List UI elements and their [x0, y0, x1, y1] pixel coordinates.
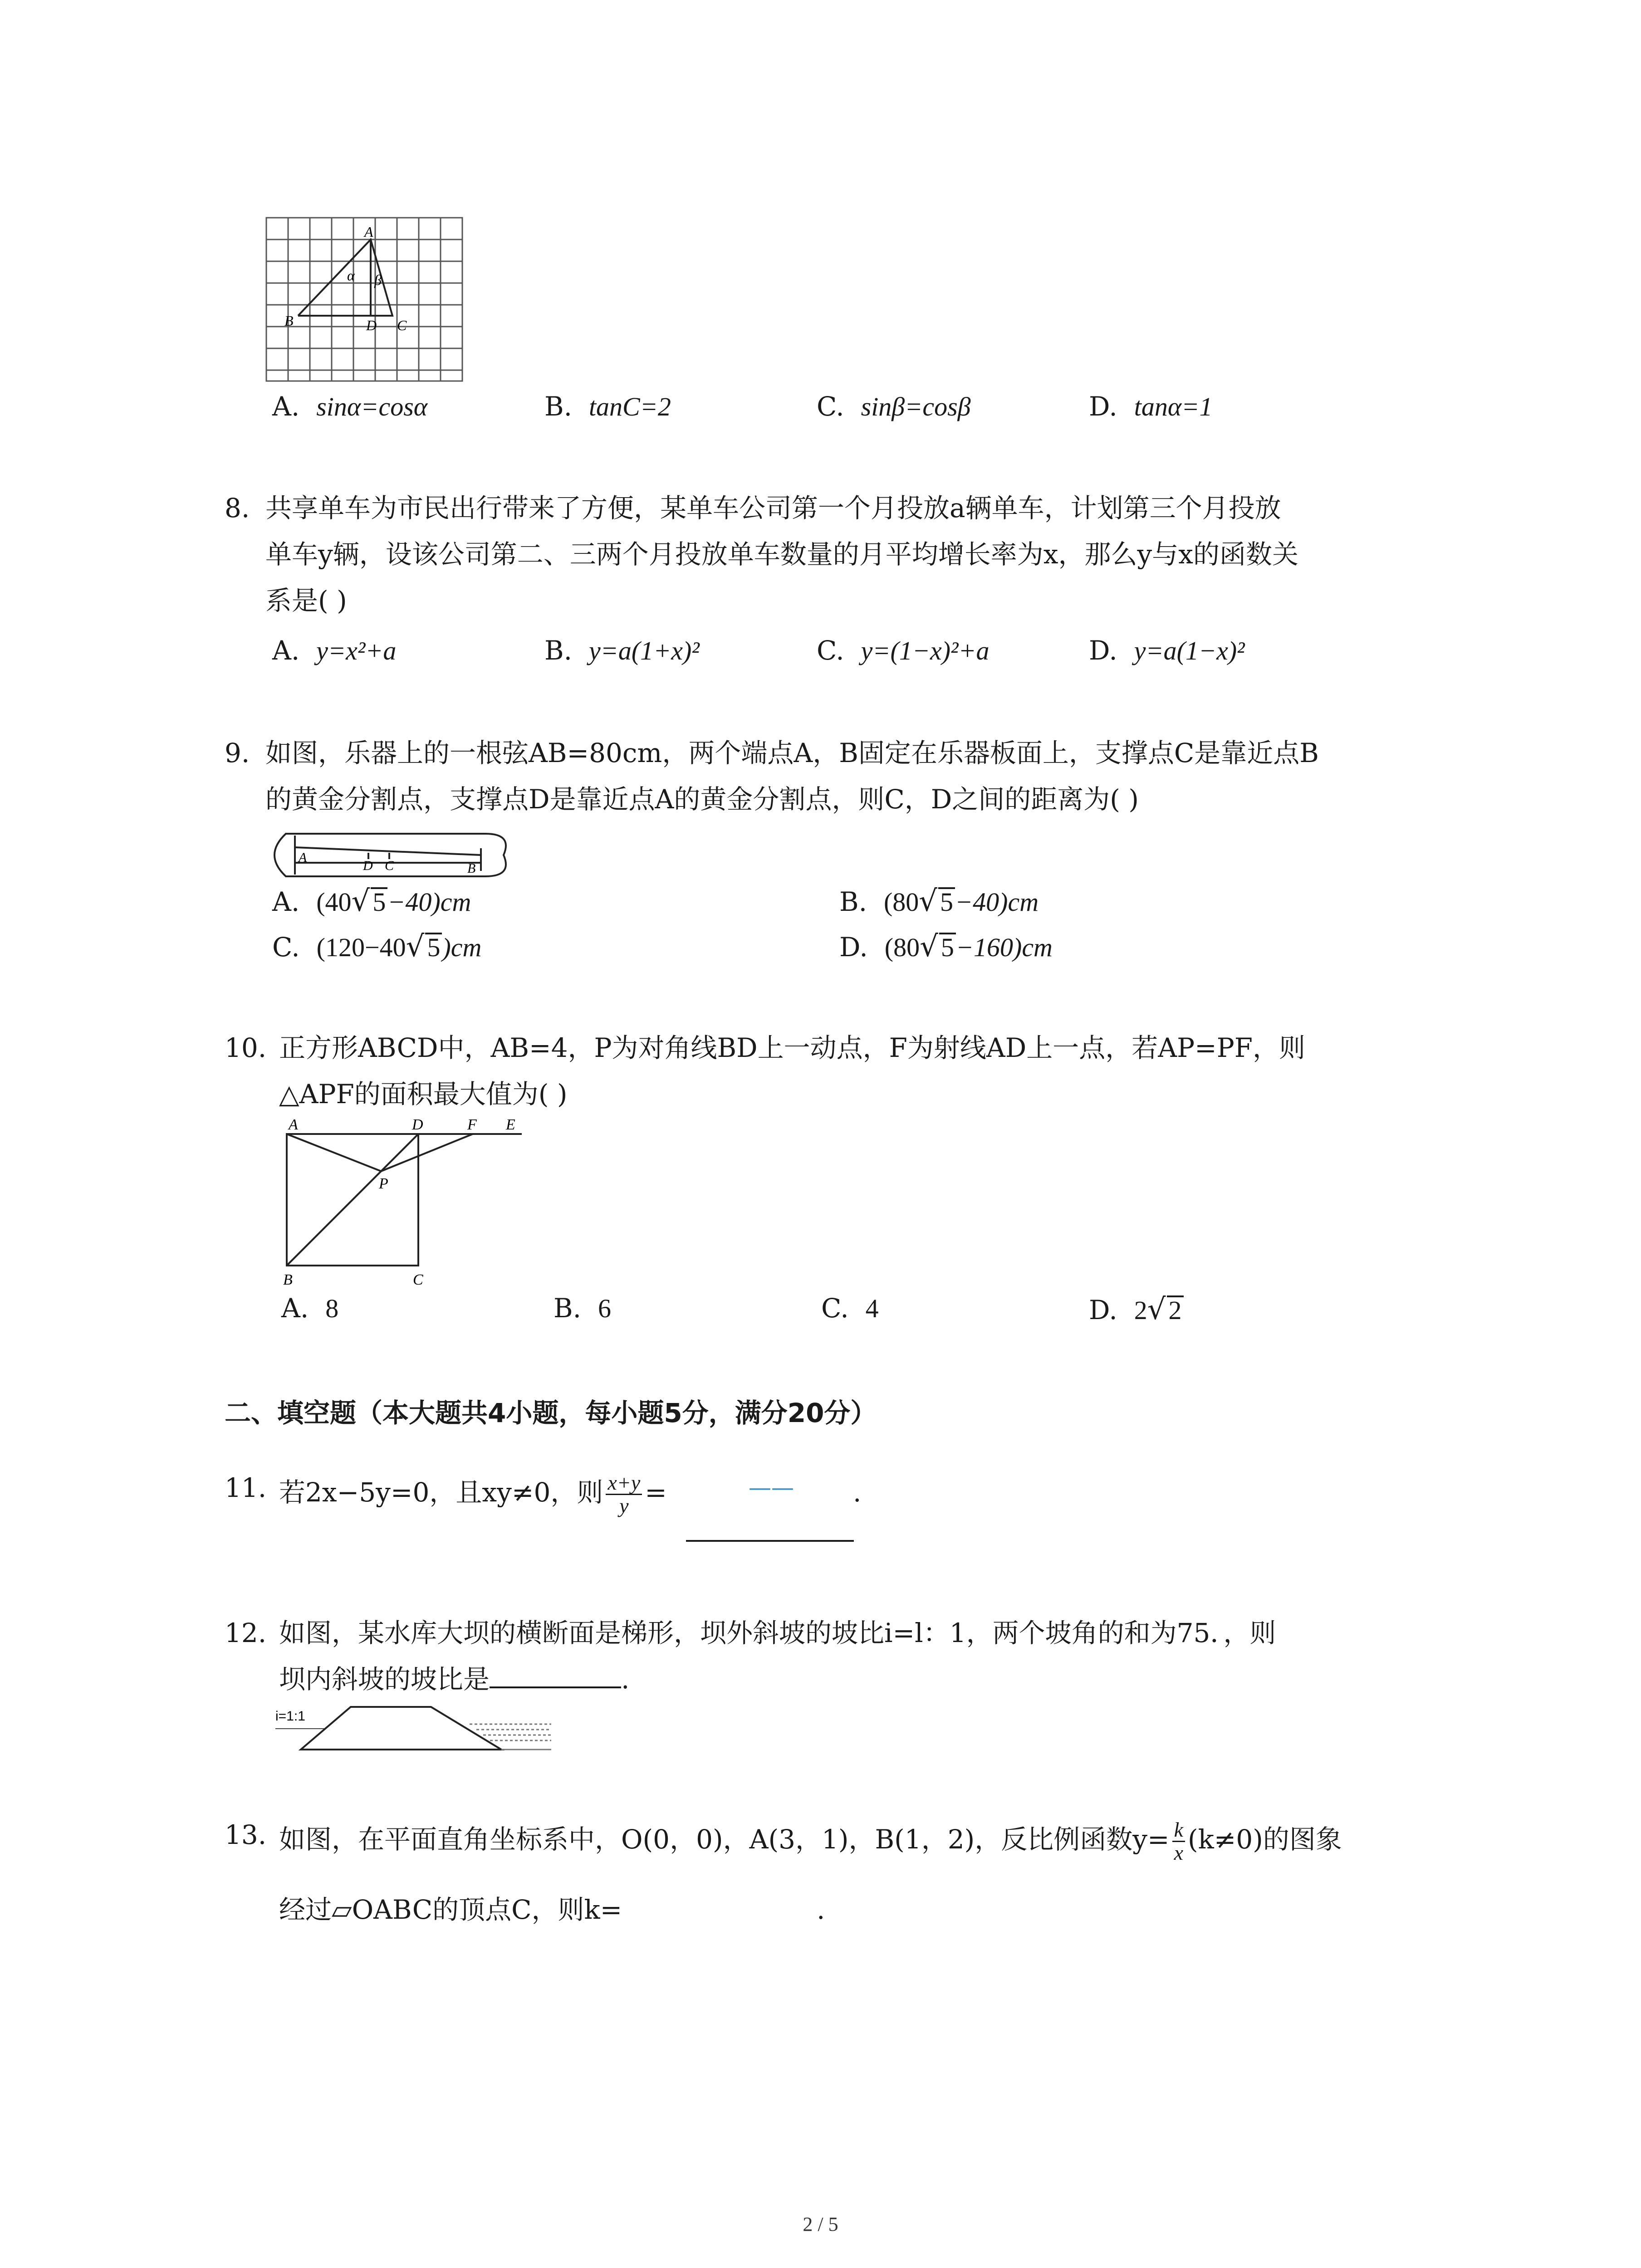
q13-number: 13. [225, 1819, 267, 1850]
q9-label-d: D [363, 858, 373, 873]
q8-number: 8. [225, 493, 250, 523]
q10-label-e: E [506, 1116, 515, 1133]
q7-option-a: A. sinα=cosα [272, 391, 428, 422]
q10-option-b: B. 6 [554, 1293, 611, 1324]
q13-line2: 经过▱OABC的顶点C，则k= [279, 1894, 622, 1925]
q11-number: 11. [225, 1472, 267, 1503]
q9-option-c: C. (120−40√ 5)cm [272, 930, 482, 963]
q10-option-d: D. 2√ 2 [1089, 1293, 1184, 1326]
q12-line2: 坝内斜坡的坡比是 . [279, 1664, 630, 1695]
q12-line1: 如图，某水库大坝的横断面是梯形，坝外斜坡的坡比i=l：1，两个坡角的和为75．，则 [279, 1618, 1276, 1648]
q8-line1: 共享单车为市民出行带来了方便，某单车公司第一个月投放a辆单车，计划第三个月投放 [265, 493, 1281, 523]
q10-label-d: D [412, 1116, 423, 1133]
q10-figure [277, 1116, 531, 1293]
q9-label-b: B [467, 861, 476, 876]
q10-line1: 正方形ABCD中，AB=4，P为对角线BD上一动点，F为射线AD上一点，若AP=PF，则 [279, 1032, 1306, 1063]
q7-label-alpha: α [347, 267, 355, 284]
q10-option-c: C. 4 [821, 1293, 879, 1324]
section-heading: 二、填空题（本大题共4小题，每小题5分，满分20分） [225, 1398, 877, 1428]
q8-line3: 系是( ) [265, 585, 347, 616]
q7-label-a: A [364, 224, 373, 240]
q9-label-c: C [385, 858, 394, 873]
q9-line2: 的黄金分割点，支撑点D是靠近点A的黄金分割点，则C，D之间的距离为( ) [265, 784, 1139, 815]
q9-figure [268, 830, 513, 880]
q10-label-f: F [467, 1116, 477, 1133]
q10-option-a: A. 8 [281, 1293, 339, 1324]
q7-option-b: B. tanC=2 [544, 391, 671, 422]
q13-line1: 如图，在平面直角坐标系中，O(0，0)，A(3，1)，B(1，2)，反比例函数y= $\frac{k}{x}$ (k≠0)的图象 [279, 1818, 1342, 1865]
q13-end: . [817, 1894, 825, 1925]
q11-fraction: $\frac{x+y}{y}$ [606, 1472, 642, 1517]
q8-option-c: C. y=(1−x)²+a [817, 635, 989, 666]
q9-option-d: D. (80√ 5−160)cm [839, 930, 1053, 963]
q8-line2: 单车y辆，设该公司第二、三两个月投放单车数量的月平均增长率为x，那么y与x的函数关 [265, 539, 1298, 570]
page-number: 2 / 5 [803, 2213, 838, 2235]
q8-option-d: D. y=a(1−x)² [1089, 635, 1245, 666]
q10-label-c: C [413, 1271, 423, 1288]
q9-line1: 如图，乐器上的一根弦AB=80cm，两个端点A，B固定在乐器板面上，支撑点C是靠近点B [265, 738, 1319, 768]
q7-option-c: C. sinβ=cosβ [817, 391, 971, 422]
q11-dash: —— [749, 1474, 794, 1501]
q13-fraction: $\frac{k}{x}$ [1172, 1819, 1185, 1864]
q10-line2: △APF的面积最大值为( ) [279, 1079, 568, 1110]
q7-label-b: B [284, 313, 294, 329]
q8-option-b: B. y=a(1+x)² [544, 635, 700, 666]
q10-square [287, 1134, 522, 1266]
q12-slope-label: i=1:1 [275, 1709, 305, 1724]
q12-figure [274, 1699, 556, 1753]
q7-label-c: C [397, 317, 407, 333]
q10-label-a: A [289, 1116, 298, 1133]
q9-option-a: A. (40√ 5−40)cm [272, 885, 471, 918]
q10-label-p: P [379, 1175, 388, 1192]
q7-label-d: D [366, 317, 377, 333]
q7-option-d: D. tanα=1 [1089, 391, 1213, 422]
q9-option-b: B. (80√ 5−40)cm [839, 885, 1039, 918]
q11-answer-blank[interactable] [686, 1540, 854, 1542]
q12-answer-blank[interactable] [490, 1686, 621, 1688]
q9-label-a: A [299, 850, 307, 865]
q8-option-a: A. y=x²+a [272, 635, 397, 666]
q10-label-b: B [283, 1271, 293, 1288]
q12-number: 12. [225, 1618, 267, 1648]
q9-number: 9. [225, 738, 250, 768]
q10-number: 10. [225, 1032, 267, 1063]
q7-figure [265, 217, 465, 385]
q12-dam-trapezoid [301, 1707, 501, 1750]
q11-end: . [853, 1477, 862, 1508]
q7-label-beta: β [374, 272, 382, 288]
q13-answer-blank[interactable] [648, 1927, 811, 1929]
q11-text: 若2x−5y=0，且xy≠0，则 $\frac{x+y}{y}$ = [279, 1471, 667, 1518]
q7-grid [266, 218, 462, 381]
